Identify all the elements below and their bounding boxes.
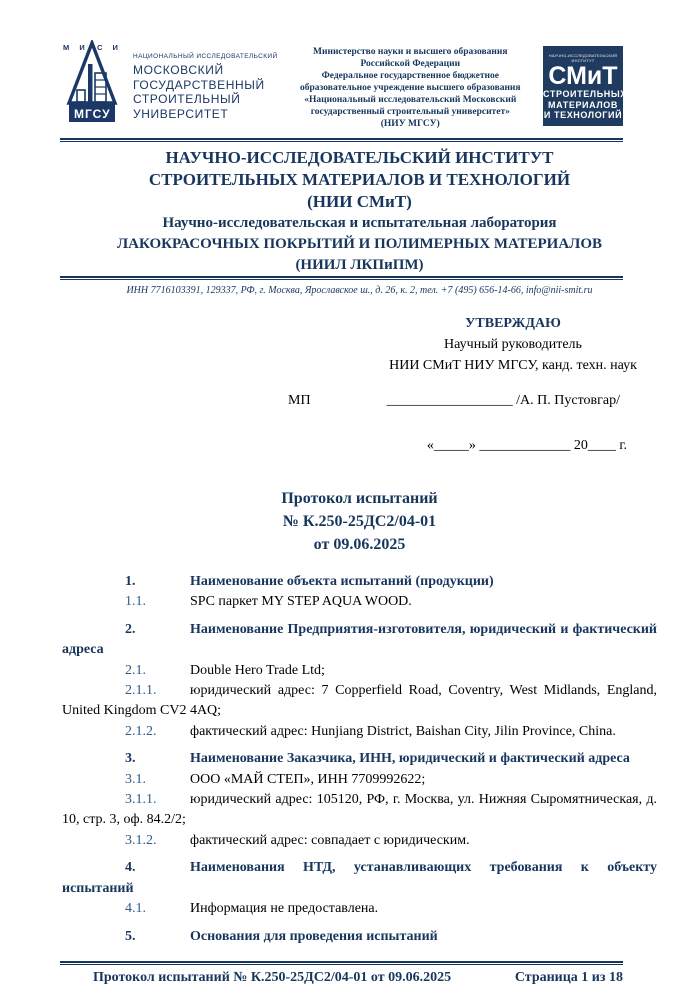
protocol-title: Протокол испытаний: [281, 490, 438, 507]
mgsu-building-tower: [88, 64, 93, 102]
section-item: [62, 899, 657, 919]
laboratory-title-line: (НИИЛ ЛКПиПМ): [295, 257, 424, 273]
header-divider: [60, 138, 623, 142]
approval-block: [377, 313, 649, 376]
item-number: 4.1.: [125, 901, 146, 917]
section-number: 4.: [125, 860, 136, 876]
signature-name: /А. П. Пустовгар/: [516, 393, 620, 408]
item-text: фактический адрес: Hunjiang District, Baishan City, Jilin Province, China.: [190, 723, 616, 739]
item-text: Double Hero Trade Ltd;: [190, 662, 325, 678]
smit-logo-sub-line: МАТЕРИАЛОВ: [548, 99, 618, 110]
mgsu-acronym-left: М И: [63, 43, 89, 52]
protocol-number: № К.250-25ДС2/04-01: [282, 513, 437, 530]
document-header: [60, 40, 627, 130]
section-item: [62, 831, 657, 851]
page-footer: [62, 961, 657, 986]
signature-blank: __________________: [386, 393, 513, 408]
title-divider: [60, 276, 623, 280]
ministry-line: Федеральное государственное бюджетное: [321, 71, 499, 81]
smit-logo-sub-line: И ТЕХНОЛОГИЙ: [543, 110, 623, 120]
item-number: 2.1.1.: [125, 683, 157, 699]
item-text: ООО «МАЙ СТЕП», ИНН 7709992622;: [190, 771, 426, 787]
approval-label: УТВЕРЖДАЮ: [465, 316, 561, 331]
section-text: Основания для проведения испытаний: [190, 928, 438, 944]
item-number: 2.1.: [125, 662, 146, 678]
item-number: 2.1.2.: [125, 723, 157, 739]
footer-protocol-reference: Протокол испытаний № К.250-25ДС2/04-01 от 09.06.2025: [93, 970, 452, 985]
item-text: юридический адрес: 7 Copperfield Road, Coventry, West Midlands, England, United Kingdom CV2 4AQ;: [62, 683, 657, 719]
item-text: Информация не предоставлена.: [190, 901, 379, 917]
footer-row: [60, 970, 623, 986]
section-text: Наименование Заказчика, ИНН, юридический и фактический адреса: [190, 751, 630, 767]
section-item: [62, 770, 657, 790]
signature-line: [387, 393, 620, 409]
institute-title-line: (НИИ СМиТ): [307, 192, 412, 211]
stamp-placeholder: МП: [288, 393, 311, 408]
footer-page-number: Страница 1 из 18: [514, 970, 623, 985]
ministry-header: [288, 46, 532, 130]
section-number: 3.: [125, 751, 136, 767]
approval-date-line: «_____» _____________ 20____ г.: [426, 438, 627, 453]
sections-body: [62, 565, 657, 947]
stamp-signature-row: [62, 393, 657, 409]
ministry-line: Российской Федерации: [360, 59, 461, 69]
institute-title-line: СТРОИТЕЛЬНЫХ МАТЕРИАЛОВ И ТЕХНОЛОГИЙ: [148, 170, 571, 189]
section-number: 5.: [125, 928, 136, 944]
approver-organization: НИИ СМиТ НИУ МГСУ, канд. техн. наук: [389, 358, 637, 373]
section-item: [62, 790, 657, 831]
item-number: 1.1.: [125, 594, 146, 610]
section-item: [62, 592, 657, 612]
section-text: Наименования НТД, устанавливающих требования к объекту испытаний: [62, 860, 657, 896]
smit-logo-sub-line: СТРОИТЕЛЬНЫХ: [542, 89, 627, 99]
laboratory-title-line: ЛАКОКРАСОЧНЫХ ПОКРЫТИЙ И ПОЛИМЕРНЫХ МАТЕРИАЛОВ: [116, 236, 603, 252]
section-text: Наименование Предприятия-изготовителя, юридический и фактический адреса: [62, 621, 657, 658]
approver-position: Научный руководитель: [444, 337, 582, 352]
section-heading: [62, 572, 657, 592]
section-number: 2.: [125, 621, 136, 637]
mgsu-name-line: НАЦИОНАЛЬНЫЙ ИССЛЕДОВАТЕЛЬСКИЙ: [133, 53, 278, 60]
mgsu-name-line: МОСКОВСКИЙ: [133, 63, 224, 77]
ministry-line: образовательное учреждение высшего образования: [300, 83, 521, 93]
section-item: [62, 722, 657, 742]
ministry-line: Министерство науки и высшего образования: [313, 47, 508, 57]
footer-divider: [60, 961, 623, 965]
item-text: юридический адрес: 105120, РФ, г. Москва, ул. Нижняя Сыромятническая, д. 10, стр. 3, оф. 84.2/2;: [62, 792, 657, 828]
ministry-line: (НИУ МГСУ): [380, 119, 440, 129]
protocol-title-block: [62, 487, 657, 556]
item-text: SPC паркет MY STEP AQUA WOOD.: [190, 594, 412, 610]
mgsu-name-line: ГОСУДАРСТВЕННЫЙ: [133, 77, 265, 92]
section-item: [62, 681, 657, 722]
mgsu-name-block: [133, 53, 278, 126]
mgsu-band-label: МГСУ: [74, 107, 111, 121]
section-heading: [62, 927, 657, 947]
mgsu-logo: [60, 40, 278, 126]
mgsu-building-left: [77, 90, 85, 102]
item-number: 3.1.1.: [125, 792, 157, 808]
item-number: 3.1.2.: [125, 832, 157, 848]
smit-logo-title: СМиТ: [548, 62, 618, 90]
section-item: [62, 661, 657, 681]
smit-logo: [542, 46, 627, 126]
institute-title-block: [62, 147, 657, 276]
laboratory-title-line: Научно-исследовательская и испытательная лаборатория: [162, 215, 557, 231]
section-heading: [62, 749, 657, 769]
mgsu-acronym-right: С И: [97, 43, 122, 52]
institute-title-line: НАУЧНО-ИССЛЕДОВАТЕЛЬСКИЙ ИНСТИТУТ: [165, 148, 554, 167]
mgsu-emblem-icon: [60, 40, 124, 126]
item-text: фактический адрес: совпадает с юридическим.: [190, 832, 470, 848]
item-number: 3.1.: [125, 771, 146, 787]
ministry-line: государственный строительный университет»: [310, 107, 510, 117]
smit-logo-top-text: НАУЧНО-ИССЛЕДОВАТЕЛЬСКИЙ ИНСТИТУТ: [548, 53, 618, 63]
section-heading: [62, 620, 657, 661]
section-number: 1.: [125, 574, 136, 589]
protocol-date: от 09.06.2025: [313, 536, 406, 553]
section-text: Наименование объекта испытаний (продукции): [190, 574, 494, 589]
mgsu-name-line: СТРОИТЕЛЬНЫЙ: [133, 92, 241, 106]
mgsu-name-line: УНИВЕРСИТЕТ: [133, 106, 229, 121]
ministry-line: «Национальный исследовательский Московский: [304, 95, 517, 105]
section-heading: [62, 858, 657, 899]
contact-info-line: ИНН 7716103391, 129337, РФ, г. Москва, Ярославское ш., д. 26, к. 2, тел. +7 (495) 656-14-66, info@nii-smit.ru: [126, 285, 593, 296]
